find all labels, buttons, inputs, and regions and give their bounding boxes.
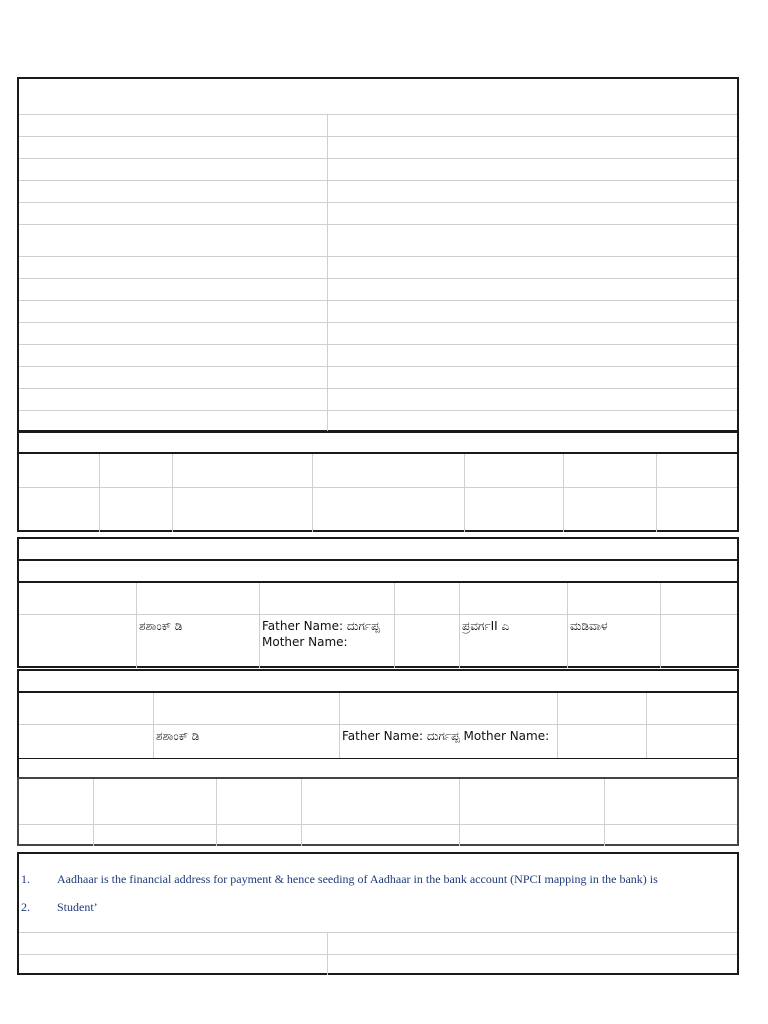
column-divider: [604, 779, 605, 846]
section-d-table: [17, 777, 739, 846]
note-item: [21, 872, 737, 888]
column-divider: [153, 693, 154, 760]
caste-value: ಮಡಿವಾಳ: [570, 619, 608, 633]
applicant-details-table: [17, 77, 739, 432]
column-divider: [660, 583, 661, 668]
column-divider: [459, 779, 460, 846]
section-c-table: [17, 669, 739, 760]
row-divider: [19, 224, 737, 225]
row-divider: [19, 581, 737, 583]
section-header-bar: [17, 431, 739, 454]
row-divider: [19, 366, 737, 367]
parent-name-value: Father Name: ದುರ್ಗಪ್ಪ Mother Name:: [342, 729, 550, 743]
section-b-table: [17, 537, 739, 668]
row-divider: [19, 614, 737, 615]
row-divider: [19, 487, 737, 488]
row-divider: [19, 344, 737, 345]
student-name-value: ಶಶಾಂಕ್ ಡಿ: [139, 619, 183, 633]
column-divider: [563, 454, 564, 532]
column-divider: [312, 454, 313, 532]
column-divider: [93, 779, 94, 846]
row-divider: [19, 300, 737, 301]
column-divider: [259, 583, 260, 668]
column-divider: [656, 454, 657, 532]
column-divider: [172, 454, 173, 532]
column-divider: [464, 454, 465, 532]
column-divider: [394, 583, 395, 668]
column-divider: [216, 779, 217, 846]
row-divider: [19, 322, 737, 323]
row-divider: [19, 932, 737, 933]
column-divider: [301, 779, 302, 846]
note-number: 2.: [21, 900, 30, 914]
row-divider: [19, 691, 737, 693]
note-item: [21, 900, 737, 916]
notes-table: [17, 852, 739, 975]
row-divider: [19, 180, 737, 181]
row-divider: [19, 954, 737, 955]
column-divider: [327, 932, 328, 975]
column-divider: [327, 114, 328, 432]
column-divider: [99, 454, 100, 532]
row-divider: [19, 136, 737, 137]
note-number: 1.: [21, 872, 30, 886]
row-divider: [19, 114, 737, 115]
row-divider: [19, 388, 737, 389]
row-divider: [19, 559, 737, 561]
column-divider: [339, 693, 340, 760]
category-value: ಪ್ರವರ್ಗII ಎ: [462, 619, 510, 633]
row-divider: [19, 278, 737, 279]
note-text: Student’: [57, 900, 98, 914]
section-d-header-bar: [17, 758, 739, 779]
student-name-value: ಶಶಾಂಕ್ ಡಿ: [156, 729, 200, 743]
note-text: Aadhaar is the financial address for payment & hence seeding of Aadhaar in the bank account (NPCI mapping in the bank) is: [57, 872, 658, 886]
row-divider: [19, 256, 737, 257]
row-divider: [19, 724, 737, 725]
row-divider: [19, 202, 737, 203]
column-divider: [136, 583, 137, 668]
column-divider: [459, 583, 460, 668]
row-divider: [19, 158, 737, 159]
parent-name-value: Father Name: ದುರ್ಗಪ್ಪ Mother Name:: [262, 619, 380, 649]
column-divider: [557, 693, 558, 760]
column-divider: [646, 693, 647, 760]
row-divider: [19, 410, 737, 411]
column-divider: [567, 583, 568, 668]
row-divider: [19, 824, 737, 825]
marks-table: [17, 452, 739, 532]
